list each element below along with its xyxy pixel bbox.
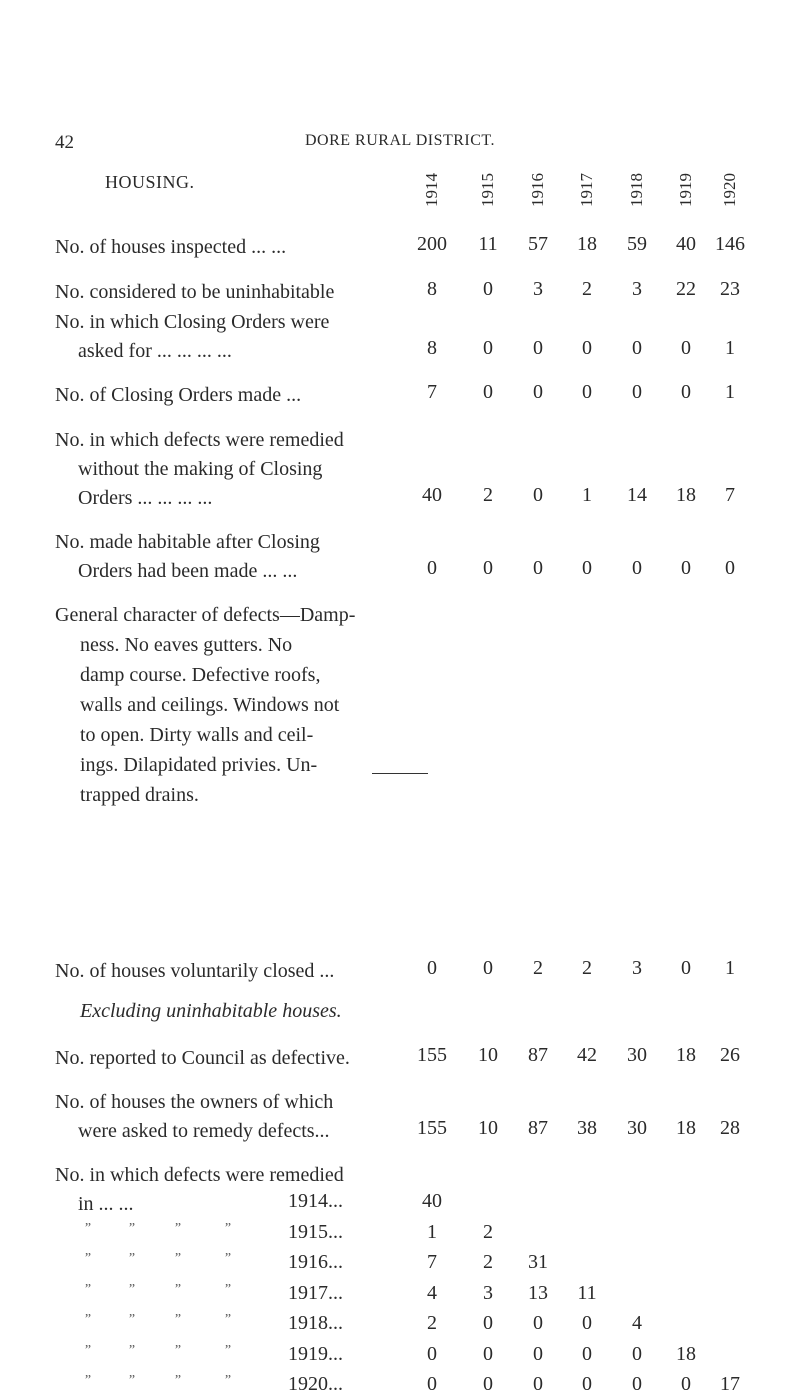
year-header-1918: 1918 (627, 173, 646, 207)
table-row-label: without the making of Closing (78, 458, 323, 480)
remedied-value: 1 (427, 1220, 437, 1243)
table-row-value: 8 (427, 337, 437, 359)
table-row-value: 10 (478, 1117, 498, 1139)
running-head: DORE RURAL DISTRICT. (305, 132, 495, 149)
remedied-value: 3 (483, 1281, 493, 1304)
remedied-value: 0 (483, 1342, 493, 1365)
table-row-value: 28 (720, 1117, 740, 1139)
page-number: 42 (55, 132, 74, 153)
table-row-value: 30 (627, 1044, 647, 1066)
remedied-value: 4 (427, 1281, 437, 1304)
ditto-mark: ” (84, 1220, 92, 1236)
table-row-label: were asked to remedy defects... (78, 1120, 330, 1142)
ditto-mark: ” (128, 1281, 136, 1297)
table-row-value: 0 (582, 381, 592, 403)
remedied-value: 13 (528, 1281, 548, 1304)
table-row-value: 1 (725, 337, 735, 359)
table-row-value: 10 (478, 1044, 498, 1066)
ditto-mark: ” (224, 1342, 232, 1358)
table-row-value: 0 (533, 381, 543, 403)
remedied-value: 2 (427, 1312, 437, 1334)
ditto-mark: ” (128, 1251, 136, 1266)
ditto-mark: ” (128, 1342, 136, 1358)
remedied-value: 0 (483, 1312, 493, 1334)
remedied-value: 0 (533, 1373, 543, 1395)
table-row-value: 57 (528, 233, 548, 255)
year-header-1916: 1916 (528, 173, 547, 207)
table-row-value: 0 (582, 337, 592, 359)
ditto-mark: ” (84, 1251, 92, 1266)
defects-text: ness. No eaves gutters. No (80, 634, 293, 656)
remedied-year: 1914... (288, 1190, 343, 1212)
table-row-value: 200 (417, 233, 447, 255)
ditto-mark: ” (224, 1312, 232, 1327)
table-row-value: 0 (582, 557, 592, 579)
table-row-value: 22 (676, 278, 696, 300)
remedied-value: 4 (632, 1312, 642, 1334)
table-row-value: 0 (681, 381, 691, 403)
ditto-mark: ” (174, 1251, 182, 1266)
remedied-year: 1915... (288, 1220, 343, 1243)
table-row-value: 7 (427, 381, 437, 403)
table-row-value: 0 (681, 557, 691, 579)
ditto-mark: ” (224, 1281, 232, 1297)
remedied-value: 0 (582, 1342, 592, 1365)
ditto-mark: ” (84, 1281, 92, 1297)
voluntarily-closed-value: 2 (582, 957, 592, 979)
remedied-value: 17 (720, 1373, 740, 1395)
remedied-value: 0 (427, 1342, 437, 1365)
voluntarily-closed-value: 0 (427, 957, 437, 979)
voluntarily-closed-value: 0 (483, 957, 493, 979)
table-row-value: 0 (483, 278, 493, 300)
table-row-value: 0 (533, 484, 543, 506)
table-row-value: 18 (676, 484, 696, 506)
table-row-value: 3 (533, 278, 543, 300)
table-row-value: 155 (417, 1044, 447, 1066)
year-header-1914: 1914 (422, 173, 441, 207)
table-row-label: asked for ... ... ... ... (78, 340, 232, 362)
defects-text: General character of defects—Damp- (55, 604, 356, 626)
remedied-label: in ... ... (78, 1193, 134, 1215)
table-row-value: 18 (577, 233, 597, 255)
table-row-value: 0 (533, 557, 543, 579)
voluntarily-closed-value: 1 (725, 957, 735, 979)
table-row-label: Orders had been made ... ... (78, 560, 298, 582)
table-row-value: 38 (577, 1117, 597, 1139)
table-row-value: 59 (627, 233, 647, 255)
remedied-value: 0 (582, 1373, 592, 1395)
remedied-value: 0 (533, 1312, 543, 1334)
ditto-mark: ” (224, 1220, 232, 1236)
remedied-year: 1916... (288, 1251, 343, 1273)
table-row-label: No. made habitable after Closing (55, 531, 320, 553)
table-row-value: 8 (427, 278, 437, 300)
section-title: HOUSING. (105, 172, 195, 192)
remedied-year: 1917... (288, 1281, 343, 1304)
defects-text: damp course. Defective roofs, (80, 664, 321, 686)
table-row-value: 0 (427, 557, 437, 579)
remedied-year: 1920... (288, 1373, 343, 1395)
table-row-value: 26 (720, 1044, 740, 1066)
ditto-mark: ” (174, 1312, 182, 1327)
ditto-mark: ” (84, 1342, 92, 1358)
year-header-1920: 1920 (720, 173, 739, 207)
defects-text: walls and ceilings. Windows not (80, 694, 340, 716)
table-row-value: 0 (632, 557, 642, 579)
remedied-year: 1918... (288, 1312, 343, 1334)
section-divider (372, 773, 428, 774)
table-row-value: 0 (483, 557, 493, 579)
remedied-value: 2 (483, 1251, 493, 1273)
table-row-value: 40 (676, 233, 696, 255)
ditto-mark: ” (174, 1220, 182, 1236)
table-row-value: 1 (725, 381, 735, 403)
remedied-value: 0 (632, 1342, 642, 1365)
table-row-value: 0 (483, 381, 493, 403)
table-row-value: 2 (483, 484, 493, 506)
year-header-1917: 1917 (577, 173, 596, 207)
ditto-mark: ” (224, 1251, 232, 1266)
table-row-value: 0 (533, 337, 543, 359)
table-row-value: 0 (681, 337, 691, 359)
table-row-value: 18 (676, 1044, 696, 1066)
table-row-value: 146 (715, 233, 745, 255)
ditto-mark: ” (224, 1373, 232, 1388)
table-row-value: 1 (582, 484, 592, 506)
table-row-value: 0 (632, 337, 642, 359)
ditto-mark: ” (128, 1220, 136, 1236)
remedied-value: 31 (528, 1251, 548, 1273)
table-row-label: No. in which defects were remedied (55, 429, 344, 451)
table-row-value: 23 (720, 278, 740, 300)
table-row-label: No. reported to Council as defective. (55, 1047, 350, 1069)
year-header-1915: 1915 (478, 173, 497, 207)
remedied-label: No. in which defects were remedied (55, 1164, 344, 1186)
remedied-value: 0 (681, 1373, 691, 1395)
table-row-value: 30 (627, 1117, 647, 1139)
remedied-value: 11 (577, 1281, 597, 1304)
remedied-value: 0 (533, 1342, 543, 1365)
voluntarily-closed-value: 0 (681, 957, 691, 979)
year-header-1919: 1919 (676, 173, 695, 207)
ditto-mark: ” (128, 1373, 136, 1388)
ditto-mark: ” (174, 1281, 182, 1297)
ditto-mark: ” (128, 1312, 136, 1327)
table-row-label: No. of Closing Orders made ... (55, 384, 302, 406)
table-row-label: No. of houses the owners of which (55, 1091, 334, 1113)
table-row-value: 155 (417, 1117, 447, 1139)
table-row-value: 7 (725, 484, 735, 506)
remedied-value: 18 (676, 1342, 696, 1365)
table-row-value: 14 (627, 484, 647, 506)
defects-text: ings. Dilapidated privies. Un- (80, 754, 318, 776)
table-row-label: No. considered to be uninhabitable (55, 281, 335, 303)
remedied-year: 1919... (288, 1342, 343, 1365)
remedied-value: 0 (427, 1373, 437, 1395)
table-row-value: 0 (725, 557, 735, 579)
ditto-mark: ” (174, 1342, 182, 1358)
table-row-value: 11 (478, 233, 498, 255)
ditto-mark: ” (84, 1312, 92, 1327)
ditto-mark: ” (84, 1373, 92, 1388)
remedied-value: 7 (427, 1251, 437, 1273)
remedied-value: 2 (483, 1220, 493, 1243)
table-row-value: 18 (676, 1117, 696, 1139)
voluntarily-closed-value: 3 (632, 957, 642, 979)
table-row-value: 0 (632, 381, 642, 403)
ditto-mark: ” (174, 1373, 182, 1388)
defects-text: to open. Dirty walls and ceil- (80, 724, 314, 746)
voluntarily-closed-value: 2 (533, 957, 543, 979)
table-row-label: Orders ... ... ... ... (78, 487, 213, 509)
defects-text: trapped drains. (80, 784, 199, 806)
table-row-value: 87 (528, 1044, 548, 1066)
table-row-value: 87 (528, 1117, 548, 1139)
remedied-value: 40 (422, 1190, 442, 1212)
table-row-value: 0 (483, 337, 493, 359)
remedied-value: 0 (632, 1373, 642, 1395)
voluntarily-closed-label: No. of houses voluntarily closed ... (55, 960, 335, 982)
remedied-value: 0 (582, 1312, 592, 1334)
remedied-value: 0 (483, 1373, 493, 1395)
table-row-value: 40 (422, 484, 442, 506)
table-row-value: 3 (632, 278, 642, 300)
table-row-label: No. of houses inspected ... ... (55, 236, 287, 258)
table-row-label: No. in which Closing Orders were (55, 311, 330, 333)
table-row-value: 2 (582, 278, 592, 300)
table-row-value: 42 (577, 1044, 597, 1066)
note-excluding: Excluding uninhabitable houses. (80, 1000, 342, 1022)
